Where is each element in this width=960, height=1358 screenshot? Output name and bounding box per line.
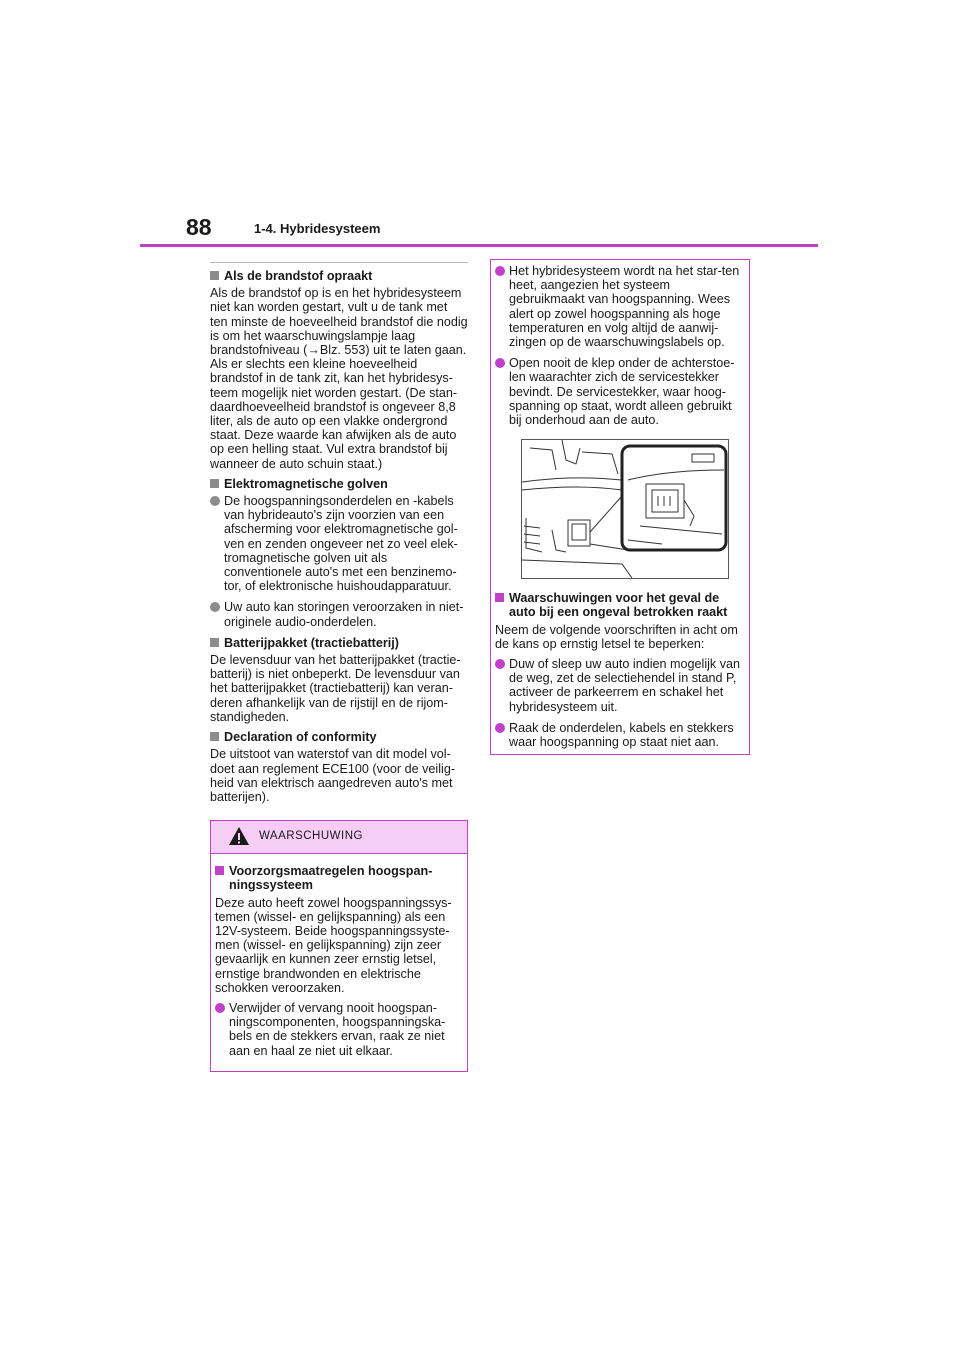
heading-em-waves-text: Elektromagnetische golven <box>224 476 388 491</box>
section-title: 1-4. Hybridesysteem <box>254 221 381 236</box>
bullet-hv-text: Verwijder of vervang nooit hoogspan-ningscomponenten, hoogspanningska-bels en de stekkers ervan, raak ze niet aan en haal ze niet uit elkaar. <box>229 1000 446 1058</box>
square-bullet-icon <box>210 271 219 280</box>
square-bullet-icon <box>210 732 219 741</box>
warning-body <box>211 854 467 1071</box>
paragraph-hv: Deze auto heeft zowel hoogspanningssys-temen (wissel- en gelijkspanning) als een 12V-systeem. Beide hoogspanningssyste-men (wissel- en gelijkspanning) zijn zeer gevaarlijk en kunnen zeer ernstig letsel, ernstige brandwonden en elektrische schokken veroorzaken. <box>215 895 452 995</box>
bullet-em-2-text: Uw auto kan storingen veroorzaken in niet-originele audio-onderdelen. <box>224 600 464 629</box>
warning-continuation-box <box>490 259 750 755</box>
warning-triangle-icon <box>228 826 250 846</box>
heading-battery-text: Batterijpakket (tractiebatterij) <box>224 635 399 650</box>
square-bullet-icon <box>210 638 219 647</box>
heading-fuel <box>210 269 468 283</box>
dot-bullet-icon <box>495 723 505 733</box>
column-top-rule <box>210 262 468 263</box>
dot-bullet-icon <box>210 496 220 506</box>
heading-accident-text: Waarschuwingen voor het geval de auto bij een ongeval betrokken raakt <box>509 591 728 620</box>
heading-hv-precautions-text: Voorzorgsmaatregelen hoogspan-ningssysteem <box>229 864 433 893</box>
bullet-service-plug <box>495 356 745 427</box>
paragraph-fuel: Als de brandstof op is en het hybridesysteem niet kan worden gestart, vult u de tank met ten minste de hoeveelheid brandstof die nodig is om het waarschuwingslampje laag brandstofniveau (→Blz. 553) uit te laten gaan. Als er slechts een kleine hoeveelheid brandstof in de tank zit, kan het hybridesys-teem mogelijk niet worden gestart. (De stan-daardhoeveelheid brandstof is ongeveer 8,8 liter, als de auto op een vlakke ondergrond staat. Deze waarde kan afwijken als de auto op een helling staat. Vul extra brandstof bij wanneer de auto schuin staat.) <box>210 286 468 471</box>
warning-label: WAARSCHUWING <box>259 830 363 843</box>
heading-accident <box>495 591 745 619</box>
bullet-service-plug-text: Open nooit de klep onder de achterstoe-len waarachter zich de servicestekker bevindt. De servicestekker, waar hoog-spanning op staat, wordt alleen gebruikt bij onderhoud aan de auto. <box>509 356 735 428</box>
heading-fuel-text: Als de brandstof opraakt <box>224 269 373 283</box>
warning-header <box>211 821 467 854</box>
page-number: 88 <box>186 214 212 240</box>
bullet-dont-touch <box>495 721 745 749</box>
service-plug-illustration <box>521 439 729 579</box>
dot-bullet-icon <box>210 602 220 612</box>
left-column <box>210 262 468 1072</box>
bullet-tow-vehicle-text: Duw of sleep uw auto indien mogelijk van de weg, zet de selectiehendel in stand P, activeer de parkeerrem en schakel het hybridesysteem uit. <box>509 657 741 714</box>
bullet-em-1 <box>210 494 468 593</box>
heading-em-waves <box>210 477 468 491</box>
bullet-em-1-text: De hoogspanningsonderdelen en -kabels van hybrideauto's zijn voorzien van een afscherming voor elektromagnetische gol-ven en zenden ongeveer net zo veel elek-tromagnetische golven uit als conventionele auto's met een benzinemo-tor, of elektronische huishoudapparatuur. <box>224 494 458 594</box>
bullet-dont-touch-text: Raak de onderdelen, kabels en stekkers waar hoogspanning op staat niet aan. <box>509 720 734 750</box>
bullet-em-2 <box>210 600 468 628</box>
dot-bullet-icon <box>215 1003 225 1013</box>
dot-bullet-icon <box>495 358 505 368</box>
bullet-hv <box>215 1001 463 1058</box>
service-plug-drawing <box>522 440 728 578</box>
header-rule <box>140 244 818 247</box>
dot-bullet-icon <box>495 659 505 669</box>
bullet-hot-system-text: Het hybridesysteem wordt na het star-ten heet, aangezien het systeem gebruikmaakt van hoogspanning. Wees alert op zowel hoogspanning als hoge temperaturen en volg altijd de aanwij-zingen op de waarschuwingslabels op. <box>509 264 740 350</box>
bullet-hot-system <box>495 264 745 349</box>
warning-box <box>210 820 468 1072</box>
heading-battery <box>210 636 468 650</box>
square-bullet-icon <box>215 866 224 875</box>
paragraph-battery: De levensduur van het batterijpakket (tractie-batterij) is niet onbeperkt. De levensduur van het batterijpakket (tractiebatterij) kan veran-deren afhankelijk van de rijstijl en de rijom-standigheden. <box>210 653 461 724</box>
heading-hv-precautions <box>215 864 463 892</box>
square-bullet-icon <box>495 593 504 602</box>
dot-bullet-icon <box>495 266 505 276</box>
paragraph-conformity: De uitstoot van waterstof van dit model vol-doet aan reglement ECE100 (voor de veilig-heid van elektrisch aangedreven auto's met batterijen). <box>210 747 456 804</box>
paragraph-accident: Neem de volgende voorschriften in acht om de kans op ernstig letsel te beperken: <box>495 622 738 651</box>
right-column <box>490 259 750 755</box>
heading-conformity-text: Declaration of conformity <box>224 730 377 745</box>
heading-conformity <box>210 730 468 744</box>
bullet-tow-vehicle <box>495 657 745 714</box>
square-bullet-icon <box>210 479 219 488</box>
